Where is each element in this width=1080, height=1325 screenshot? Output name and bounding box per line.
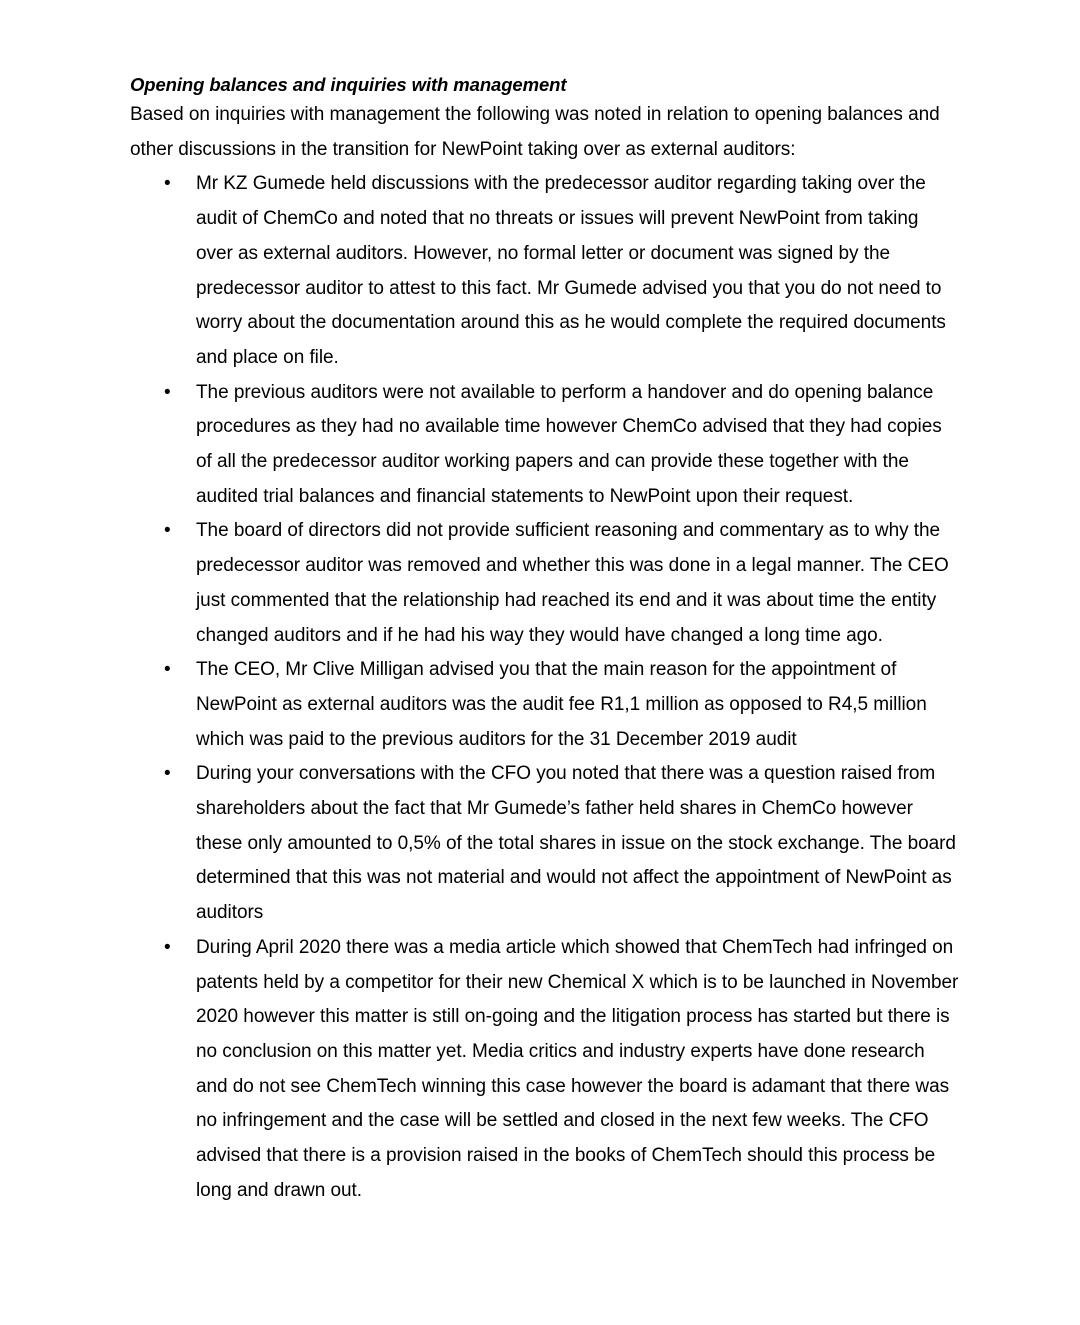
bullet-item-4 [130, 653, 960, 757]
intro-paragraph: Based on inquiries with management the following was noted in relation to opening balances and other discussions in the transition for NewPoint taking over as external auditors: [130, 104, 940, 160]
bullet-text: Mr KZ Gumede held discussions with the predecessor auditor regarding taking over the audit of ChemCo and noted that no threats or issues will prevent NewPoint from taking over as external auditors. However, no formal letter or document was signed by the predecessor auditor to attest to this fact. Mr Gumede advised you that you do not need to worry about the documentation around this as he would complete the required documents and place on file. [196, 173, 946, 368]
bullet-icon: • [164, 520, 171, 542]
bullet-icon: • [164, 936, 171, 958]
bullet-icon: • [164, 659, 171, 681]
bullet-text: The board of directors did not provide sufficient reasoning and commentary as to why the predecessor auditor was removed and whether this was done in a legal manner. The CEO just commented that the relationship had reached its end and it was about time the entity changed auditors and if he had his way they would have changed a long time ago. [196, 520, 949, 646]
bullet-text: The previous auditors were not available to perform a handover and do opening balance procedures as they had no available time however ChemCo advised that they had copies of all the predecessor auditor working papers and can provide these together with the audited trial balances and financial statements to NewPoint upon their request. [196, 381, 942, 507]
bullet-item-6 [130, 931, 960, 1209]
section-heading: Opening balances and inquiries with management [130, 74, 567, 95]
bullet-text: During April 2020 there was a media article which showed that ChemTech had infringed on patents held by a competitor for their new Chemical X which is to be launched in November 2020 however this matter is still on-going and the litigation process has started but there is no conclusion on this matter yet. Media critics and industry experts have done research and do not see ChemTech winning this case however the board is adamant that there was no infringement and the case will be settled and closed in the next few weeks. The CFO advised that there is a provision raised in the books of ChemTech should this process be long and drawn out. [196, 936, 959, 1201]
bullet-item-2 [130, 376, 960, 515]
bullet-text: During your conversations with the CFO you noted that there was a question raised from shareholders about the fact that Mr Gumede’s father held shares in ChemCo however these only amounted to 0,5% of the total shares in issue on the stock exchange. The board determined that this was not material and would not affect the appointment of NewPoint as auditors [196, 763, 956, 924]
bullet-text: The CEO, Mr Clive Milligan advised you that the main reason for the appointment of NewPoint as external auditors was the audit fee R1,1 million as opposed to R4,5 million which was paid to the previous auditors for the 31 December 2019 audit [196, 659, 927, 750]
bullet-item-1 [130, 167, 960, 375]
bullet-icon: • [164, 173, 171, 195]
document-content [130, 72, 960, 1209]
bullet-item-3 [130, 514, 960, 653]
bullet-icon: • [164, 763, 171, 785]
bullet-item-5 [130, 757, 960, 931]
bullet-list [130, 167, 960, 1208]
bullet-icon: • [164, 381, 171, 403]
